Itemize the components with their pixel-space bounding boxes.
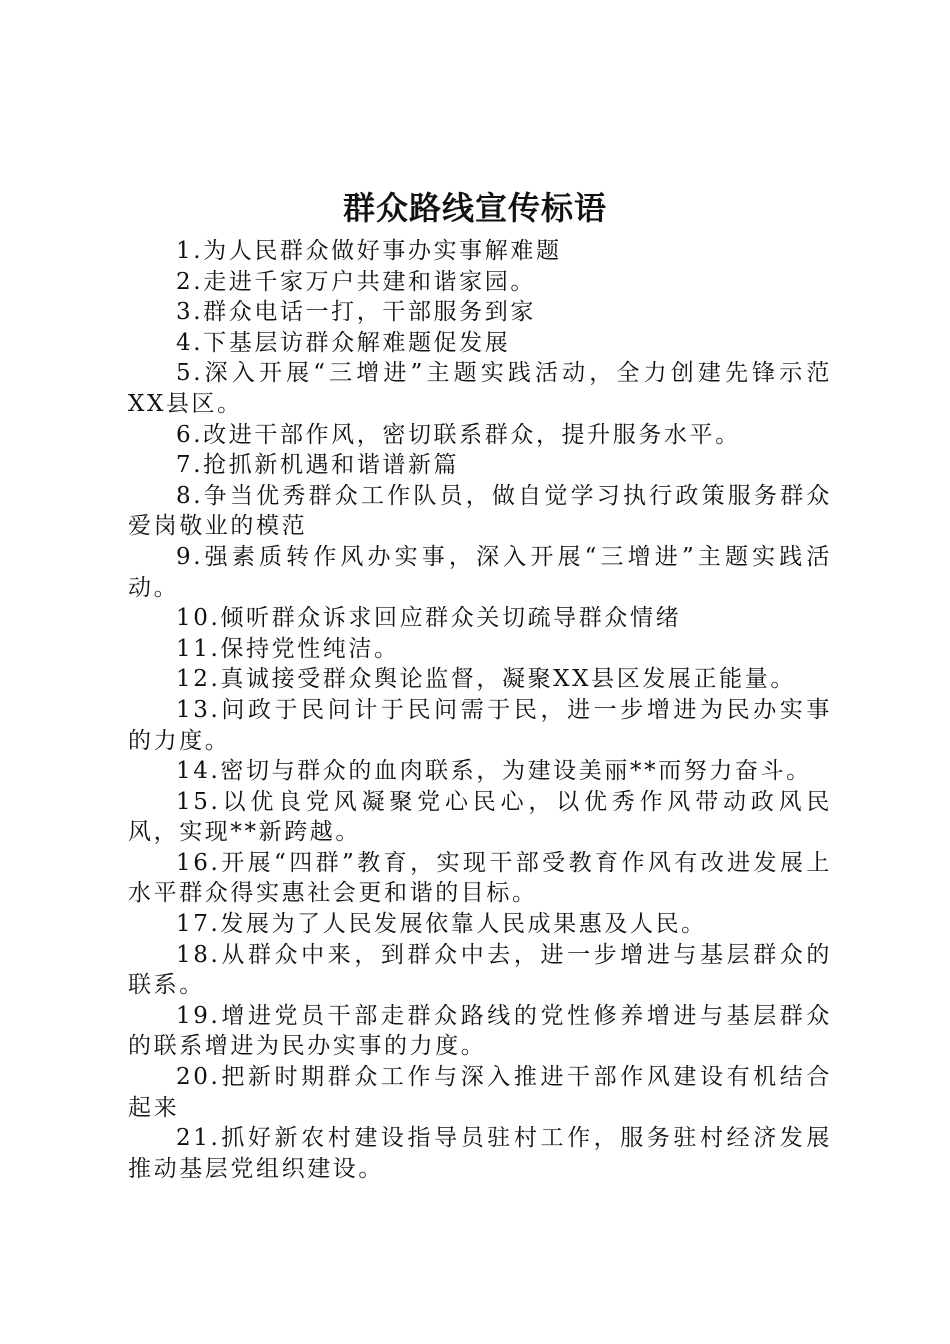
slogan-item: 21.抓好新农村建设指导员驻村工作，服务驻村经济发展推动基层党组织建设。	[128, 1125, 832, 1182]
slogan-item: 1.为人民群众做好事办实事解难题	[176, 238, 562, 264]
slogan-item: 19.增进党员干部走群众路线的党性修养增进与基层群众的联系增进为民办实事的力度。	[128, 1002, 832, 1060]
slogan-item: 12.真诚接受群众舆论监督，凝聚XX县区发展正能量。	[176, 666, 796, 693]
slogan-item: 9.强素质转作风办实事，深入开展“三增进”主题实践活动。	[128, 543, 832, 601]
slogan-item: 5.深入开展“三增进”主题实践活动，全力创建先锋示范XX县区。	[128, 360, 832, 417]
slogan-item: 7.抢抓新机遇和谐谱新篇	[176, 452, 460, 479]
slogan-item: 15.以优良党风凝聚党心民心，以优秀作风带动政风民风，实现**新跨越。	[128, 788, 832, 846]
slogan-item: 17.发展为了人民发展依靠人民成果惠及人民。	[176, 911, 707, 938]
slogan-item: 16.开展“四群”教育，实现干部受教育作风有改进发展上水平群众得实惠社会更和谐的目标。	[128, 849, 832, 907]
slogan-item: 20.把新时期群众工作与深入推进干部作风建设有机结合起来	[128, 1064, 832, 1121]
slogan-item: 6.改进干部作风，密切联系群众，提升服务水平。	[176, 421, 741, 448]
slogan-item: 3.群众电话一打，干部服务到家	[176, 299, 536, 326]
slogan-item: 13.问政于民问计于民问需于民，进一步增进为民办实事的力度。	[128, 696, 832, 754]
slogan-item: 4.下基层访群众解难题促发展	[176, 329, 511, 356]
slogan-item: 18.从群众中来，到群众中去，进一步增进与基层群众的联系。	[128, 941, 832, 999]
slogan-item: 14.密切与群众的血肉联系，为建设美丽**而努力奋斗。	[176, 758, 812, 785]
document-title: 群众路线宣传标语	[342, 189, 607, 227]
slogan-item: 2.走进千家万户共建和谐家园。	[176, 268, 536, 295]
slogan-item: 8.争当优秀群众工作队员，做自觉学习执行政策服务群众爱岗敬业的模范	[128, 482, 832, 540]
slogan-list	[128, 236, 832, 1184]
slogan-item: 10.倾听群众诉求回应群众关切疏导群众情绪	[176, 605, 682, 632]
slogan-item: 11.保持党性纯洁。	[176, 635, 400, 662]
